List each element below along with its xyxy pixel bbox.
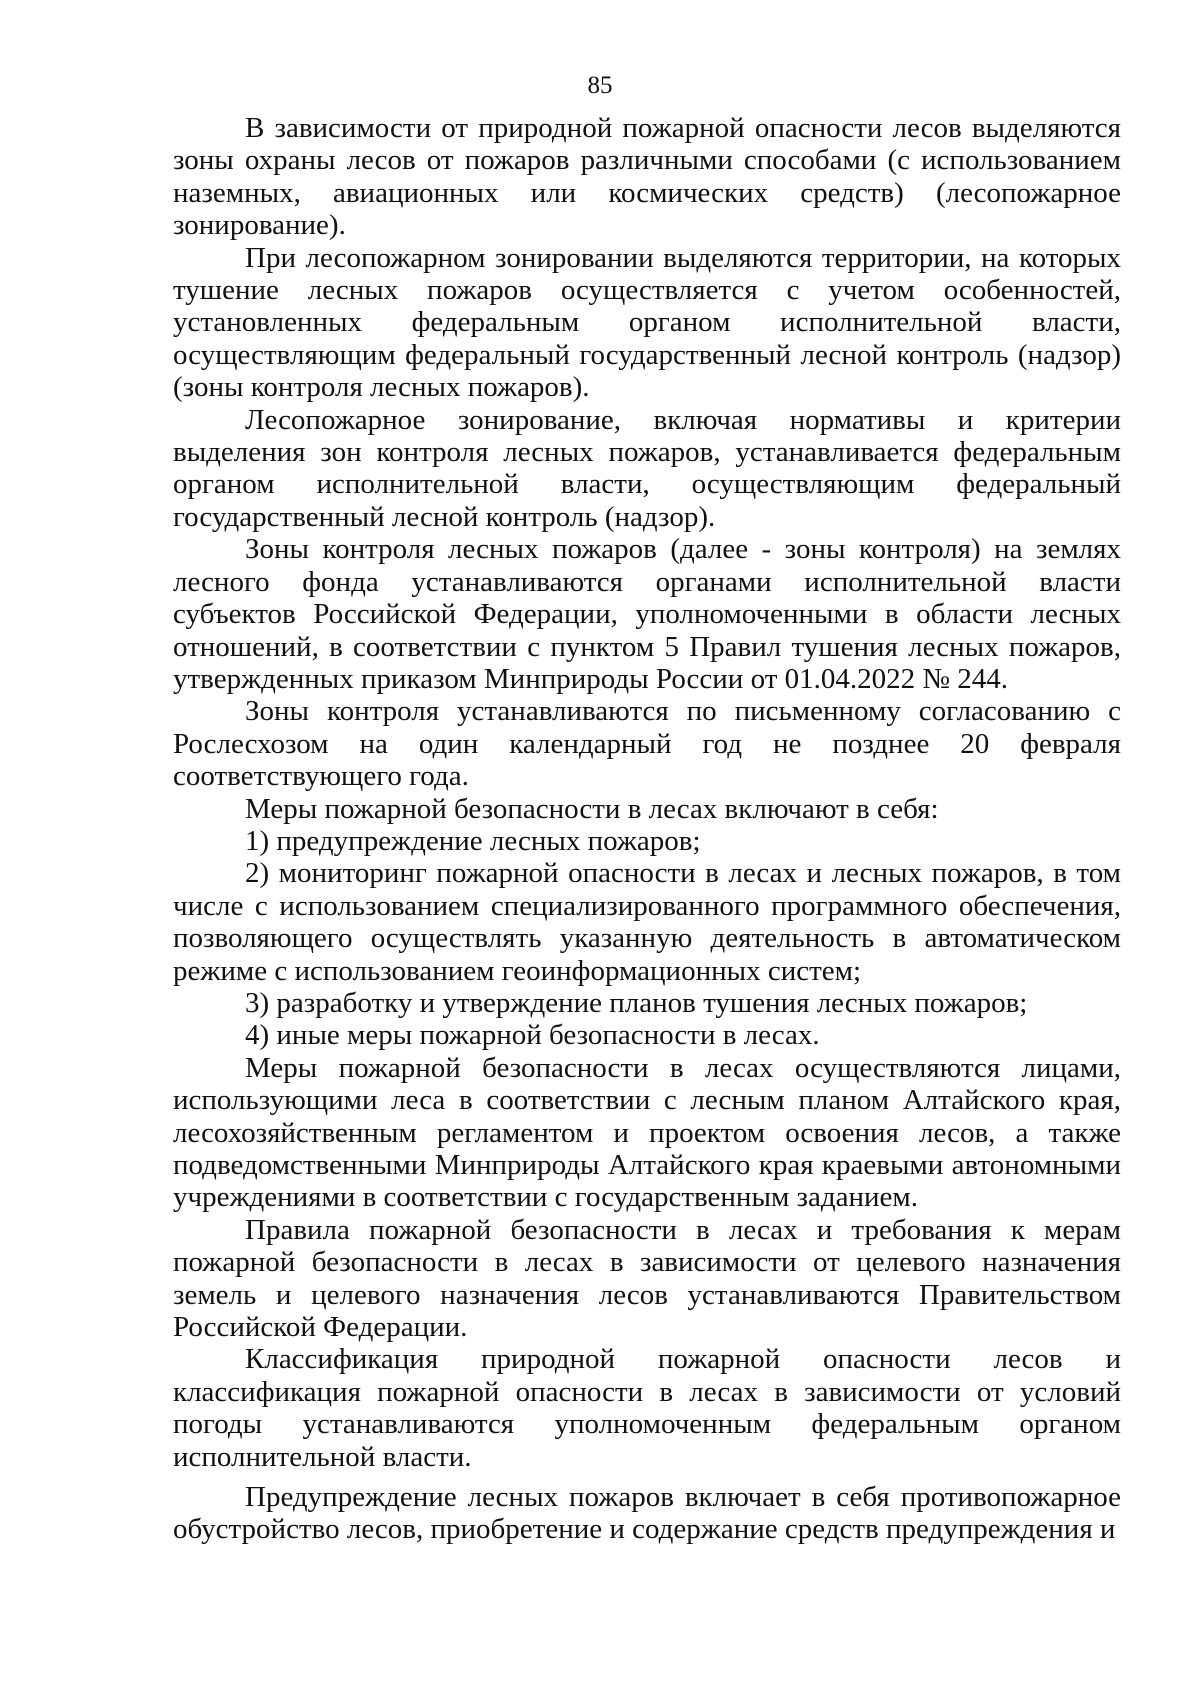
paragraph-fire-prevention: Предупреждение лесных пожаров включает в себя противопожарное обустройство лесов, приобретение и содержание средств предупреждения и — [173, 1481, 1121, 1546]
paragraph-safety-rules: Правила пожарной безопасности в лесах и требования к мерам пожарной безопасности в лесах в зависимости от целевого назначения земель и целевого назначения лесов устанавливаются Правительством Российской Федерации. — [173, 1213, 1121, 1344]
paragraph-measures-performers: Меры пожарной безопасности в лесах осуществляются лицами, использующими леса в соответствии с лесным планом Алтайского края, лесохозяйственным регламентом и проектом освоения лесов, а также подведомственными Минприроды Алтайского края краевыми автономными учреждениями в соответствии с государственным заданием. — [173, 1051, 1121, 1214]
list-item-1: 1) предупреждение лесных пожаров; — [245, 824, 701, 857]
paragraph-control-zones-approval: Зоны контроля устанавливаются по письменному согласованию с Рослесхозом на один календарный год не позднее 20 февраля соответствующего года. — [173, 695, 1121, 793]
paragraph-zoning-territories: При лесопожарном зонировании выделяются территории, на которых тушение лесных пожаров осуществляется с учетом особенностей, установленных федеральным органом исполнительной власти, осуществляющим федеральный государственный лесной контроль (надзор) (зоны контроля лесных пожаров). — [173, 241, 1121, 404]
document-body — [173, 112, 1121, 1546]
list-item-3: 3) разработку и утверждение планов тушения лесных пожаров; — [245, 986, 1028, 1019]
paragraph-fire-zones: В зависимости от природной пожарной опасности лесов выделяются зоны охраны лесов от пожаров различными способами (с использованием наземных, авиационных или космических средств) (лесопожарное зонирование). — [173, 112, 1121, 242]
page-number: 85 — [587, 72, 613, 99]
list-item-2: 2) мониторинг пожарной опасности в лесах и лесных пожаров, в том числе с использованием специализированного программного обеспечения, позволяющего осуществлять указанную деятельность в автоматическом режиме с использованием геоинформационных систем; — [173, 857, 1121, 987]
paragraph-safety-measures-intro: Меры пожарной безопасности в лесах включают в себя: — [245, 792, 939, 825]
paragraph-control-zones: Зоны контроля лесных пожаров (далее - зоны контроля) на землях лесного фонда устанавливаются органами исполнительной власти субъектов Российской Федерации, уполномоченными в области лесных отношений, в соответствии с пунктом 5 Правил тушения лесных пожаров, утвержденных приказом Минприроды России от 01.04.2022 № 244. — [173, 533, 1121, 695]
paragraph-zoning-norms: Лесопожарное зонирование, включая нормативы и критерии выделения зон контроля лесных пожаров, устанавливается федеральным органом исполнительной власти, осуществляющим федеральный государственный лесной контроль (надзор). — [173, 403, 1121, 533]
paragraph-classification: Классификация природной пожарной опасности лесов и классификация пожарной опасности в лесах в зависимости от условий погоды устанавливаются уполномоченным федеральным органом исполнительной власти. — [173, 1343, 1121, 1473]
list-item-4: 4) иные меры пожарной безопасности в лесах. — [245, 1019, 820, 1052]
